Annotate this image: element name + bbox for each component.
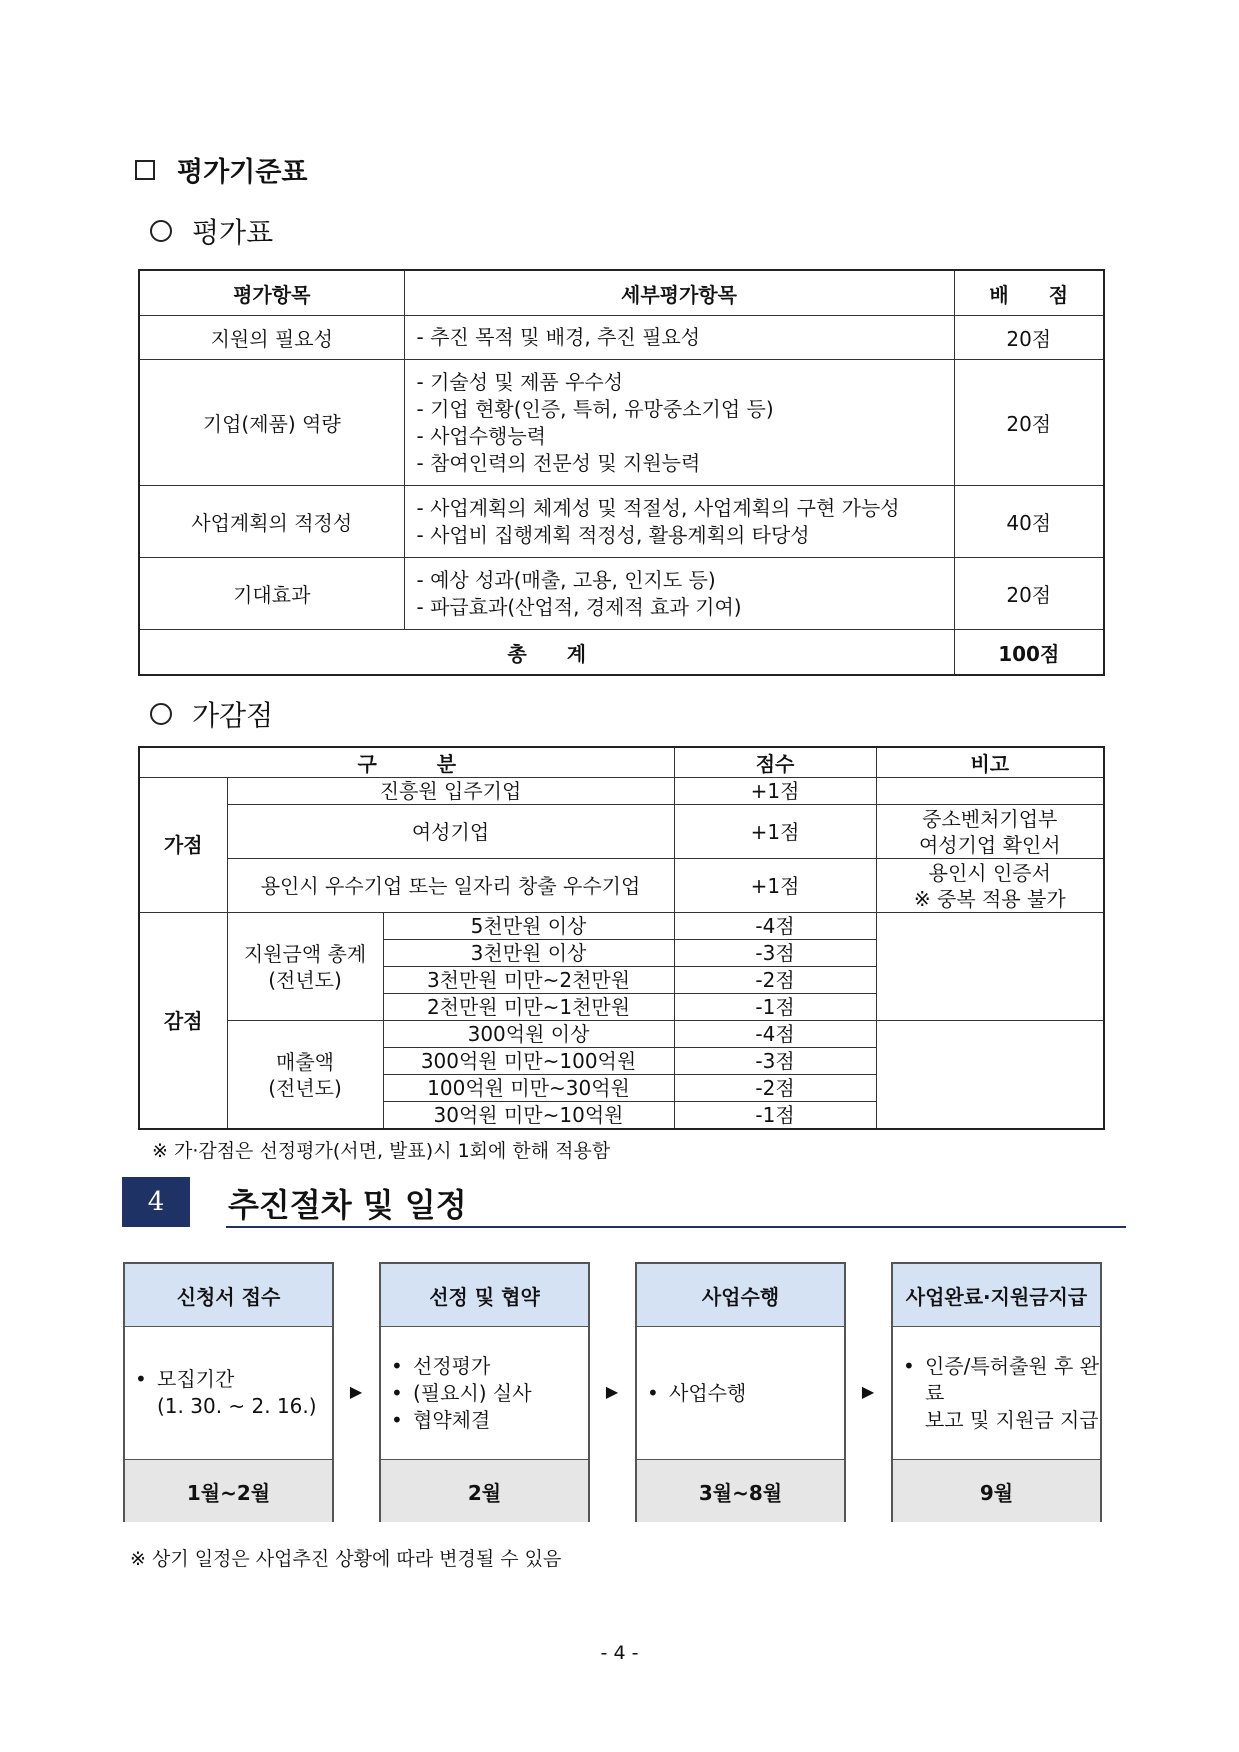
- minus-score: -4점: [674, 913, 876, 940]
- minus-range: 300억원 이상: [383, 1021, 674, 1048]
- subsection-eval-text: 평가표: [192, 216, 274, 249]
- table-row: [139, 558, 1104, 630]
- eval-details: [404, 360, 954, 486]
- eval-detail-line: - 추진 목적 및 배경, 추진 필요성: [416, 325, 701, 349]
- checkbox-square-icon: [135, 160, 155, 180]
- minus-score: -2점: [674, 1075, 876, 1102]
- eval-detail-line: - 파급효과(산업적, 경제적 효과 기여): [416, 594, 742, 619]
- section-title: [135, 150, 307, 189]
- process-step-title: 사업수행: [637, 1264, 844, 1327]
- minus-score: -1점: [674, 994, 876, 1021]
- table-row: [139, 778, 1104, 805]
- process-step-list: [637, 1380, 746, 1407]
- circle-bullet-icon: [150, 703, 172, 725]
- section-number-badge: 4: [122, 1177, 190, 1227]
- process-step-title: 사업완료·지원금지급: [893, 1264, 1100, 1327]
- process-step-period: 2월: [381, 1459, 588, 1522]
- process-step-title: 신청서 접수: [125, 1264, 332, 1327]
- plus-note: [876, 859, 1104, 913]
- eval-score: 40점: [954, 486, 1104, 558]
- process-step-item: (1. 30. ~ 2. 16.): [157, 1394, 317, 1418]
- process-step-item: • (필요시) 실사: [391, 1380, 532, 1407]
- table-row: [139, 1021, 1104, 1048]
- section-title-text: 평가기준표: [177, 157, 308, 188]
- plus-score: +1점: [674, 805, 876, 859]
- minus-range: 3천만원 미만~2천만원: [383, 967, 674, 994]
- eval-score: 20점: [954, 316, 1104, 360]
- table-row: [139, 316, 1104, 360]
- minus-note: [876, 1021, 1104, 1130]
- minus-score: -3점: [674, 940, 876, 967]
- minus-range: 5천만원 이상: [383, 913, 674, 940]
- minus-range: 30억원 미만~10억원: [383, 1102, 674, 1130]
- eval-score: 20점: [954, 360, 1104, 486]
- process-step-period: 9월: [893, 1459, 1100, 1522]
- process-step-body: [125, 1327, 332, 1459]
- process-step-list: [381, 1353, 532, 1434]
- eval-item: 사업계획의 적정성: [139, 486, 404, 558]
- eval-details: [404, 558, 954, 630]
- header-category: 구 분: [139, 747, 674, 778]
- process-step-card: [123, 1262, 334, 1522]
- evaluation-table: [138, 269, 1105, 676]
- process-step-card: [379, 1262, 590, 1522]
- table-header-row: [139, 747, 1104, 778]
- process-step-period: 1월~2월: [125, 1459, 332, 1522]
- process-step-body: [637, 1327, 844, 1459]
- table-row: [139, 486, 1104, 558]
- minus-label: 감점: [139, 913, 227, 1130]
- process-step-item: • 선정평가: [391, 1353, 532, 1380]
- plus-note-line: 여성기업 확인서: [918, 832, 1061, 857]
- arrow-right-icon: ▶: [349, 1382, 363, 1401]
- table-row: [139, 360, 1104, 486]
- arrow-right-icon: ▶: [605, 1382, 619, 1401]
- minus-group-label-line: (전년도): [268, 967, 342, 992]
- process-step-title: 선정 및 협약: [381, 1264, 588, 1327]
- total-row: [139, 630, 1104, 676]
- minus-group-label-line: 매출액: [276, 1049, 334, 1074]
- eval-details: [404, 486, 954, 558]
- minus-group-label-line: (전년도): [268, 1075, 342, 1100]
- minus-range: 100억원 미만~30억원: [383, 1075, 674, 1102]
- minus-range: 300억원 미만~100억원: [383, 1048, 674, 1075]
- process-step-card: [635, 1262, 846, 1522]
- header-score: 배 점: [954, 270, 1104, 316]
- subsection-adj-text: 가감점: [192, 699, 274, 732]
- table-row: [139, 805, 1104, 859]
- plus-note-line: 중소벤처기업부: [922, 806, 1058, 831]
- process-step-period: 3월~8월: [637, 1459, 844, 1522]
- process-step-item: • 인증/특허출원 후 완료: [903, 1353, 1100, 1407]
- minus-group-label-line: 지원금액 총계: [243, 941, 367, 966]
- process-step-list: [125, 1366, 317, 1420]
- adjustment-note: ※ 가·감점은 선정평가(서면, 발표)시 1회에 한해 적용함: [152, 1140, 611, 1162]
- table-row: [139, 913, 1104, 940]
- plus-score: +1점: [674, 859, 876, 913]
- eval-detail-line: - 사업계획의 체계성 및 적절성, 사업계획의 구현 가능성: [416, 495, 900, 520]
- process-step-item: 보고 및 지원금 지급: [925, 1407, 1099, 1432]
- minus-range: 2천만원 미만~1천만원: [383, 994, 674, 1021]
- eval-item: 지원의 필요성: [139, 316, 404, 360]
- minus-score: -2점: [674, 967, 876, 994]
- page-number: - 4 -: [600, 1642, 639, 1664]
- plus-note-line: ※ 중복 적용 불가: [913, 886, 1066, 911]
- table-header-row: [139, 270, 1104, 316]
- circle-bullet-icon: [150, 220, 172, 242]
- eval-score: 20점: [954, 558, 1104, 630]
- plus-item: 여성기업: [227, 805, 674, 859]
- process-step-item: • 모집기간: [135, 1366, 317, 1393]
- eval-detail-line: - 기업 현황(인증, 특허, 유망중소기업 등): [416, 396, 774, 421]
- header-points: 점수: [674, 747, 876, 778]
- minus-note: [876, 913, 1104, 1021]
- eval-details: [404, 316, 954, 360]
- header-item: 평가항목: [139, 270, 404, 316]
- plus-note: [876, 805, 1104, 859]
- eval-detail-line: - 사업비 집행계획 적정성, 활용계획의 타당성: [416, 522, 810, 547]
- eval-detail-line: - 사업수행능력: [416, 423, 546, 448]
- eval-detail-line: - 예상 성과(매출, 고용, 인지도 등): [416, 567, 716, 592]
- plus-note-line: 용인시 인증서: [928, 860, 1051, 885]
- minus-group-label: [227, 1021, 383, 1130]
- minus-score: -3점: [674, 1048, 876, 1075]
- header-detail: 세부평가항목: [404, 270, 954, 316]
- eval-item: 기업(제품) 역량: [139, 360, 404, 486]
- eval-detail-line: - 기술성 및 제품 우수성: [416, 369, 624, 394]
- section4-divider: [226, 1226, 1126, 1228]
- process-step-list: [893, 1353, 1100, 1434]
- adjustment-table: [138, 746, 1105, 1130]
- table-row: [139, 859, 1104, 913]
- eval-item: 기대효과: [139, 558, 404, 630]
- minus-group-label: [227, 913, 383, 1021]
- minus-score: -4점: [674, 1021, 876, 1048]
- minus-score: -1점: [674, 1102, 876, 1130]
- total-label: 총 계: [139, 630, 954, 676]
- schedule-note: ※ 상기 일정은 사업추진 상황에 따라 변경될 수 있음: [130, 1548, 562, 1570]
- process-step-item: • 사업수행: [647, 1380, 746, 1407]
- eval-detail-line: - 참여인력의 전문성 및 지원능력: [416, 450, 701, 475]
- plus-item: 용인시 우수기업 또는 일자리 창출 우수기업: [227, 859, 674, 913]
- process-step-body: [893, 1327, 1100, 1459]
- subsection-adj-title: [150, 694, 273, 734]
- section4-title: 추진절차 및 일정: [228, 1186, 467, 1224]
- subsection-eval-title: [150, 211, 273, 251]
- plus-score: +1점: [674, 778, 876, 805]
- process-step-body: [381, 1327, 588, 1459]
- process-step-item: • 협약체결: [391, 1407, 532, 1434]
- plus-item: 진흥원 입주기업: [227, 778, 674, 805]
- plus-note: [876, 778, 1104, 805]
- arrow-right-icon: ▶: [861, 1382, 875, 1401]
- process-step-card: [891, 1262, 1102, 1522]
- header-remarks: 비고: [876, 747, 1104, 778]
- plus-label: 가점: [139, 778, 227, 913]
- minus-range: 3천만원 이상: [383, 940, 674, 967]
- total-score: 100점: [954, 630, 1104, 676]
